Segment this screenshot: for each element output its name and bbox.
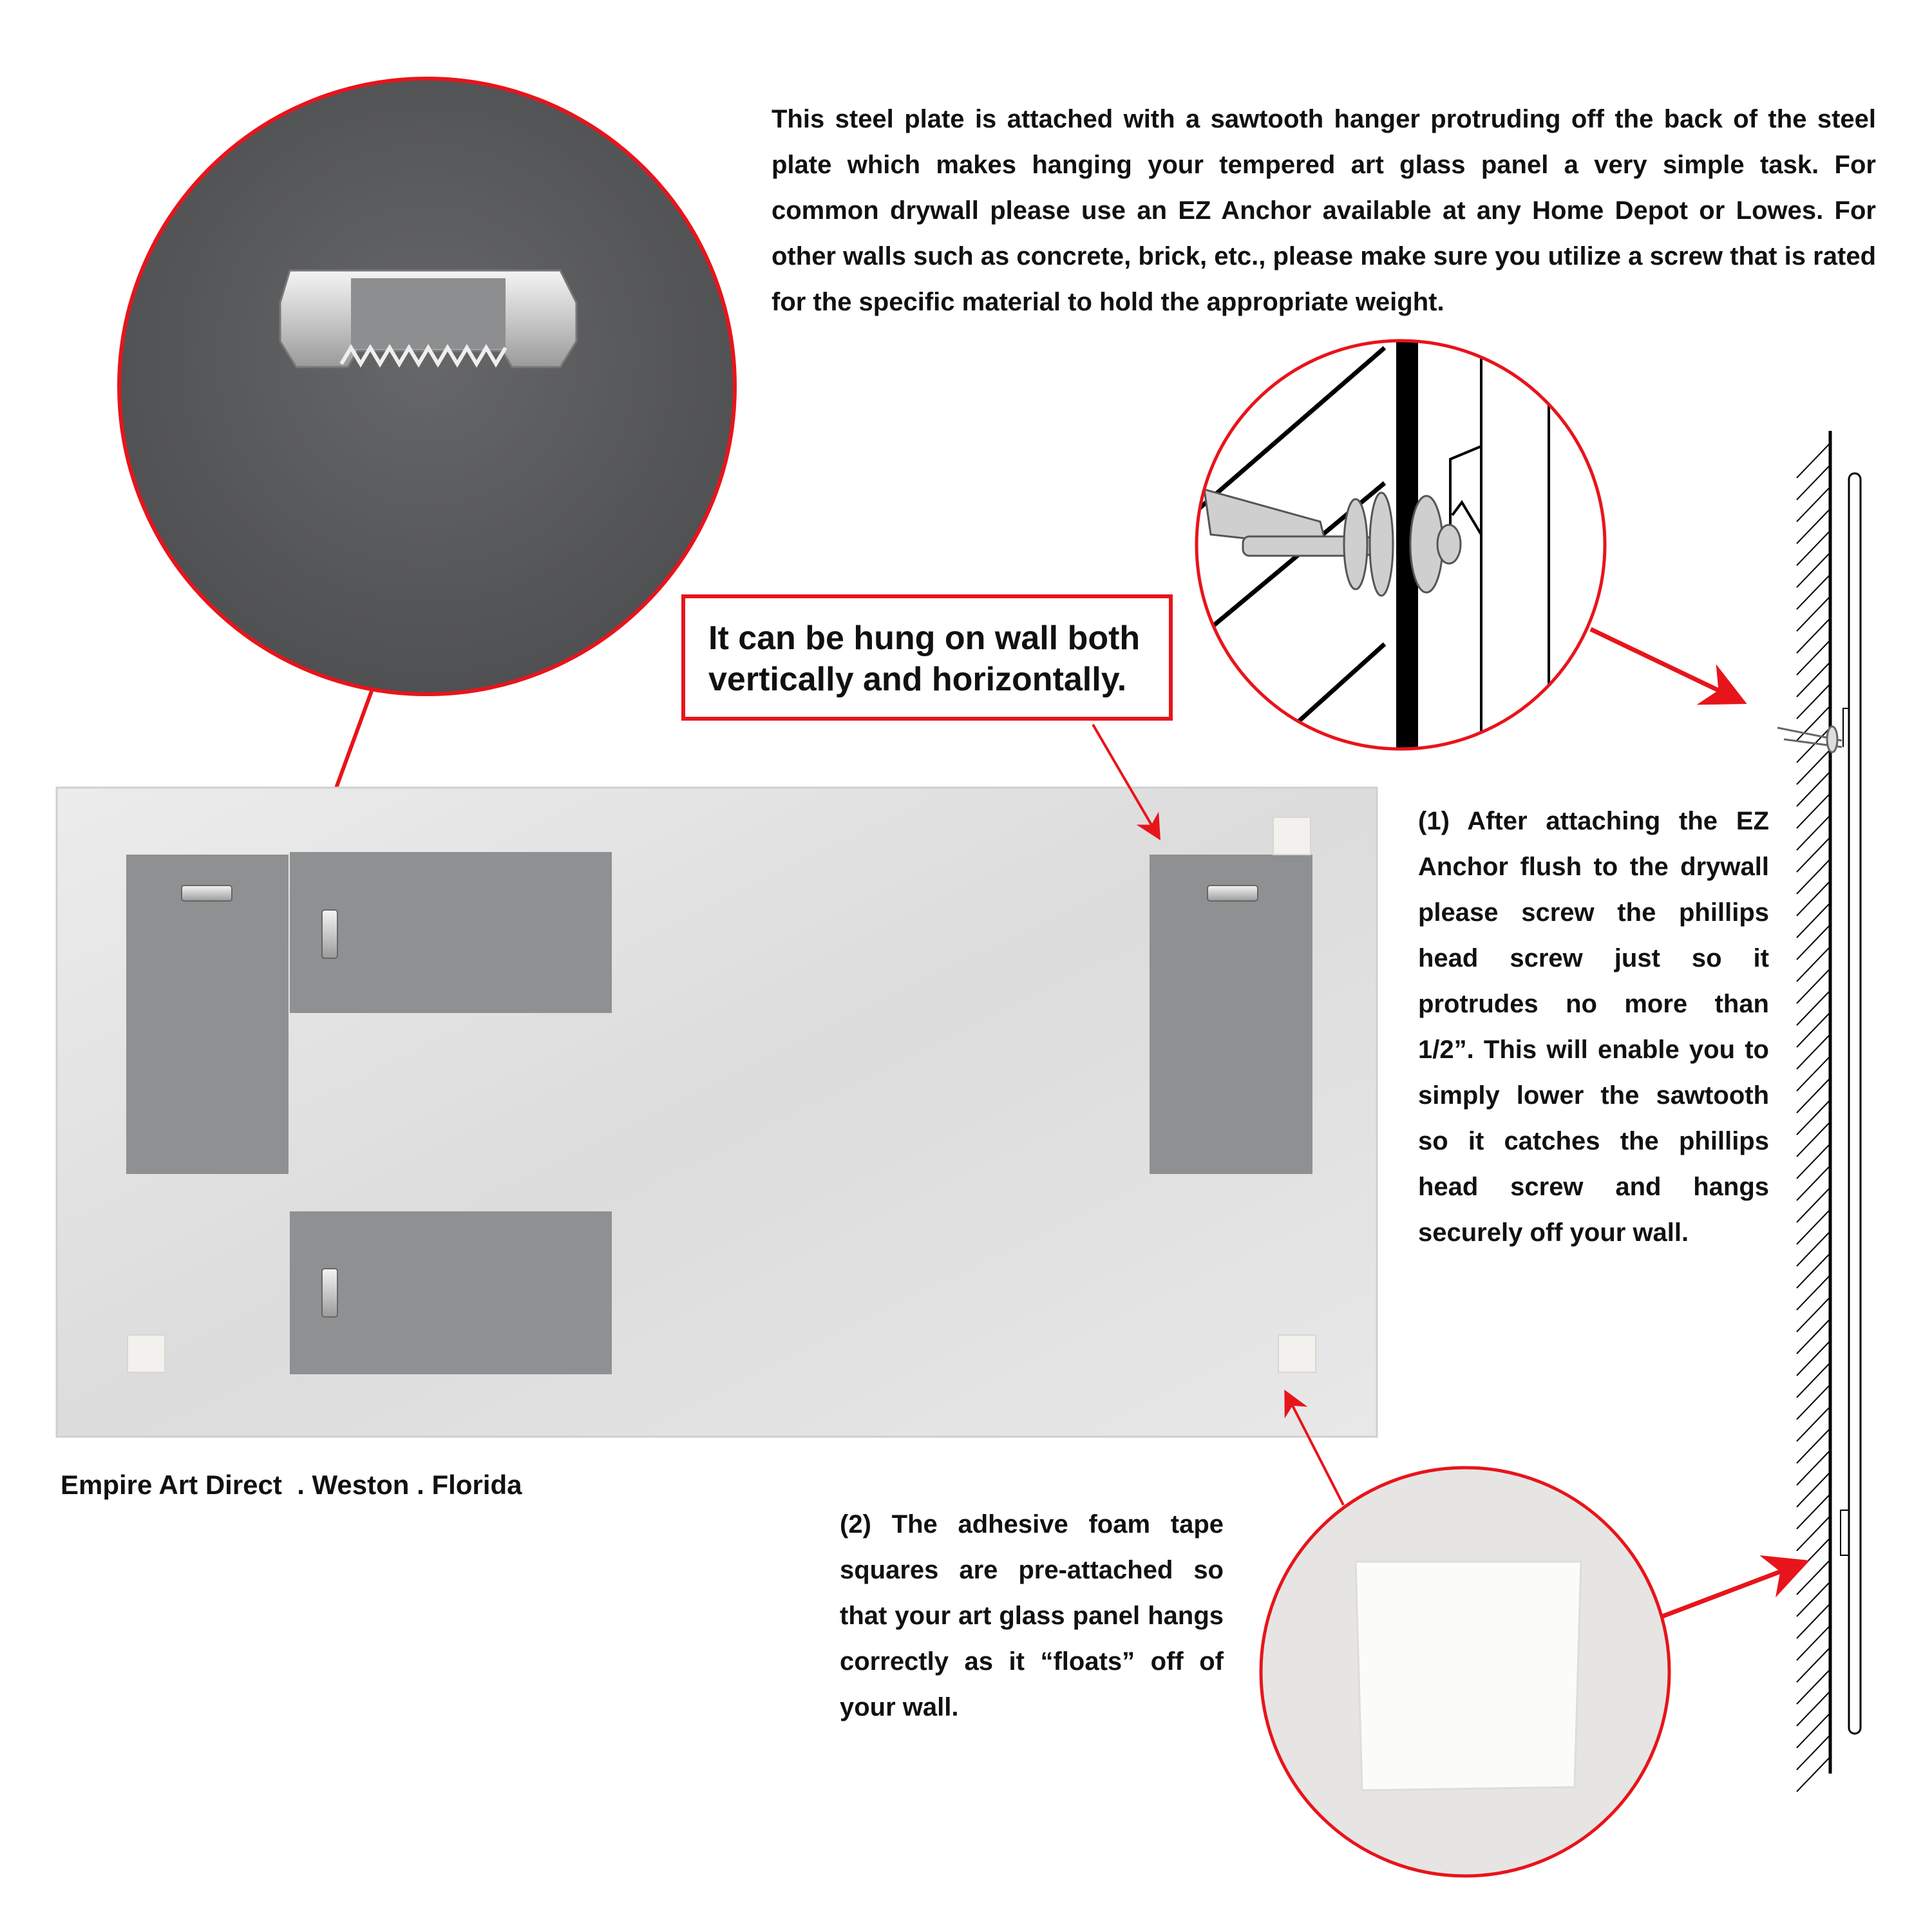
wall-hatch-line (1797, 1736, 1829, 1770)
wall-hatch-line (1797, 620, 1829, 653)
wall-hatch-line (1797, 1561, 1829, 1595)
wall-hatch-line (1797, 1649, 1829, 1682)
wall-hatch-line (1797, 1320, 1829, 1354)
wall-hatch-line (1797, 1364, 1829, 1397)
foam-square-closeup (1261, 1468, 1669, 1876)
wall-hatch-line (1797, 510, 1829, 544)
wall-hatch-line (1797, 1057, 1829, 1091)
wall-hatch-line (1797, 488, 1829, 522)
step-1-instructions: (1) After attaching the EZ Anchor flush to the drywall please screw the phillips head screw just so it protrudes no more than 1/2”. This will enable you to simply lower the sawtooth so it catches the phillips head screw and hangs securely off your wall. (1418, 807, 1769, 1247)
wall-hatch-line (1797, 970, 1829, 1003)
wall-hatch-line (1797, 1079, 1829, 1113)
wall-hatch-line (1797, 1233, 1829, 1266)
wall-hatch-line (1797, 444, 1829, 478)
ez-anchor-closeup (1191, 335, 1616, 760)
wall-hatch-line (1797, 1758, 1829, 1792)
wall-hatch-line (1797, 1452, 1829, 1485)
wall-hatch-line (1797, 1014, 1829, 1047)
wall-hatch-line (1797, 904, 1829, 938)
wall-hatch-line (1797, 860, 1829, 894)
arrow-to-wall-screw (1591, 629, 1739, 700)
wall-hatch-line (1797, 1386, 1829, 1419)
wall-side-diagram (1777, 431, 1861, 1792)
step-2-instructions: (2) The adhesive foam tape squares are pre-attached so that your art glass panel hangs correctly as it “floats” off of your wall. (840, 1510, 1224, 1721)
wall-hatch-line (1797, 948, 1829, 981)
wall-hatch-line (1797, 817, 1829, 850)
wall-hatch-line (1797, 1189, 1829, 1222)
sawtooth-hanger-closeup (119, 79, 735, 694)
wall-hatch-line (1797, 1692, 1829, 1726)
foam-square (128, 1335, 165, 1372)
sawtooth-hanger (182, 886, 232, 901)
wall-hatch-line (1797, 773, 1829, 806)
steel-plate (126, 855, 289, 1174)
wall-hatch-line (1797, 1495, 1829, 1529)
glass-panel-back (57, 788, 1377, 1437)
wall-hatch-line (1797, 882, 1829, 916)
wall-hatch-line (1797, 1123, 1829, 1157)
wall-hatch-line (1797, 1101, 1829, 1135)
wall-hatch-line (1797, 532, 1829, 565)
sawtooth-hanger (322, 910, 337, 958)
wall-hatch-line (1797, 576, 1829, 609)
wall-hatch-line (1797, 598, 1829, 631)
company-footer: Empire Art Direct . Weston . Florida (61, 1470, 522, 1500)
wall-hatch-line (1797, 1408, 1829, 1441)
wall-hatch-line (1797, 1473, 1829, 1507)
wall-hatch-line (1797, 1342, 1829, 1376)
wall-hatch-line (1797, 1671, 1829, 1704)
wall-hatch-line (1797, 1714, 1829, 1748)
wall-hatch-line (1797, 1036, 1829, 1069)
wall-hatch-line (1797, 685, 1829, 719)
wall-hatch-line (1797, 992, 1829, 1025)
orientation-callout: It can be hung on wall both vertically and horizontally. (681, 594, 1173, 721)
arrow-to-wall-foam (1662, 1564, 1801, 1616)
wall-hatch-line (1797, 1583, 1829, 1616)
wall-hatch-line (1797, 838, 1829, 872)
wall-hatch-line (1797, 554, 1829, 587)
wall-hatch-line (1797, 1430, 1829, 1463)
wall-hatch-line (1797, 1211, 1829, 1244)
wall-hatch-line (1797, 466, 1829, 500)
steel-plate (1150, 855, 1312, 1174)
wall-hatch-line (1797, 641, 1829, 675)
wall-hatch-line (1797, 926, 1829, 960)
sawtooth-hanger (322, 1269, 337, 1317)
wall-hatch-line (1797, 1605, 1829, 1638)
wall-hatch-line (1797, 1255, 1829, 1288)
wall-hatch-line (1797, 751, 1829, 784)
sawtooth-hanger (1208, 886, 1258, 901)
wall-hatch-line (1797, 1167, 1829, 1200)
wall-hatch-line (1797, 1276, 1829, 1310)
wall-hatch-line (1797, 1627, 1829, 1660)
wall-hatch-line (1797, 1145, 1829, 1179)
wall-hatch-line (1797, 1539, 1829, 1573)
wall-hatch-line (1797, 1517, 1829, 1551)
wall-hatch-line (1797, 795, 1829, 828)
wall-hatch-line (1797, 663, 1829, 697)
wall-hatch-line (1797, 1298, 1829, 1332)
intro-paragraph: This steel plate is attached with a sawtooth hanger protruding off the back of the steel plate which makes hanging your tempered art glass panel a very simple task. For common drywall please use an EZ Anchor available at any Home Depot or Lowes. For other walls such as concrete, brick, etc., please make sure you utilize a screw that is rated for the specific material to hold the appropriate weight. (772, 105, 1876, 316)
foam-square (1273, 817, 1311, 855)
foam-square (1278, 1335, 1316, 1372)
